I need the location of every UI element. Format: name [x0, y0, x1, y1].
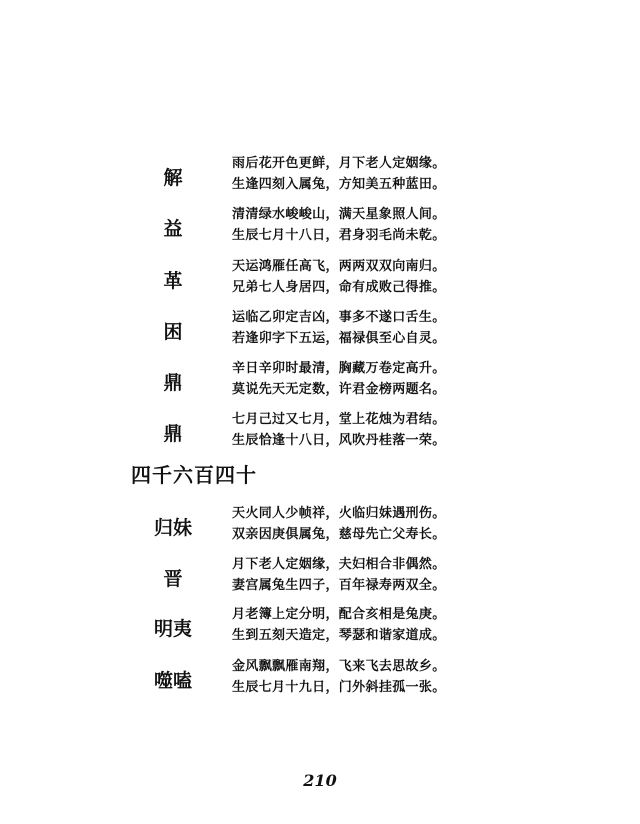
- verse-line: 月老簿上定分明，配合亥相是兔庚。: [232, 607, 446, 622]
- hexagram-name: 鼎: [163, 372, 183, 394]
- verse-line: 天运鸿雁任高飞，两两双双向南归。: [232, 259, 446, 274]
- verse-entry: [0, 553, 640, 605]
- verse-line: 运临乙卯定吉凶，事多不遂口舌生。: [232, 310, 446, 325]
- hexagram-name: 革: [163, 270, 183, 292]
- verse-text: [232, 307, 472, 349]
- verse-entry: [0, 655, 640, 707]
- verse-text: [232, 503, 472, 545]
- verse-line: 七月己过又七月，堂上花烛为君结。: [232, 412, 446, 427]
- hexagram-name: 归妹: [153, 517, 192, 539]
- verse-line: 生辰恰逢十八日，风吹丹桂落一荣。: [232, 433, 446, 448]
- hexagram-name: 鼎: [163, 423, 183, 445]
- verse-line: 莫说先天无定数，许君金榜两题名。: [232, 382, 446, 397]
- hexagram-name: 益: [163, 218, 183, 240]
- verse-line: 金风飘飘雁南翔，飞来飞去思故乡。: [232, 659, 446, 674]
- verse-line: 辛日辛卯时最清，胸藏万卷定高升。: [232, 361, 446, 376]
- verse-entry: [0, 603, 640, 655]
- hexagram-name: 困: [163, 321, 183, 343]
- verse-line: 雨后花开色更鲜，月下老人定姻缘。: [232, 156, 446, 171]
- hexagram-name: 噬嗑: [153, 670, 192, 692]
- page-number: 210: [303, 771, 337, 790]
- verse-text: [232, 153, 472, 195]
- verse-line: 天火同人少帧祥，火临归妹遇刑伤。: [232, 506, 446, 521]
- verse-line: 月下老人定姻缘，夫妇相合非偶然。: [232, 557, 446, 572]
- section-heading: 四千六百四十: [131, 463, 257, 487]
- verse-line: 生到五刻天造定，琴瑟和谐家道成。: [232, 628, 446, 643]
- verse-entry: [0, 306, 640, 358]
- verse-line: 双亲因庚俱属兔，慈母先亡父寿长。: [232, 527, 446, 542]
- verse-entry: [0, 502, 640, 554]
- hexagram-name: 晋: [163, 568, 183, 590]
- verse-entry: [0, 203, 640, 255]
- hexagram-name: 明夷: [153, 618, 192, 640]
- verse-line: 清清绿水峻峻山，满天星象照人间。: [232, 207, 446, 222]
- verse-line: 生逢四刻入属兔，方知美五种蓝田。: [232, 177, 446, 192]
- verse-line: 兄弟七人身居四，命有成败己得推。: [232, 280, 446, 295]
- verse-text: [232, 204, 472, 246]
- verse-entry: [0, 357, 640, 409]
- verse-text: [232, 256, 472, 298]
- verse-entry: [0, 255, 640, 307]
- hexagram-name: 解: [163, 167, 183, 189]
- verse-line: 生辰七月十八日，君身羽毛尚未乾。: [232, 228, 446, 243]
- verse-text: [232, 409, 472, 451]
- verse-text: [232, 358, 472, 400]
- verse-entry: [0, 408, 640, 460]
- verse-text: [232, 656, 472, 698]
- verse-line: 若逢卯字下五运，福禄俱至心自灵。: [232, 331, 446, 346]
- verse-line: 妻宫属兔生四子，百年禄寿两双全。: [232, 578, 446, 593]
- verse-text: [232, 604, 472, 646]
- verse-line: 生辰七月十九日，门外斜挂孤一张。: [232, 680, 446, 695]
- verse-entry: [0, 152, 640, 204]
- verse-text: [232, 554, 472, 596]
